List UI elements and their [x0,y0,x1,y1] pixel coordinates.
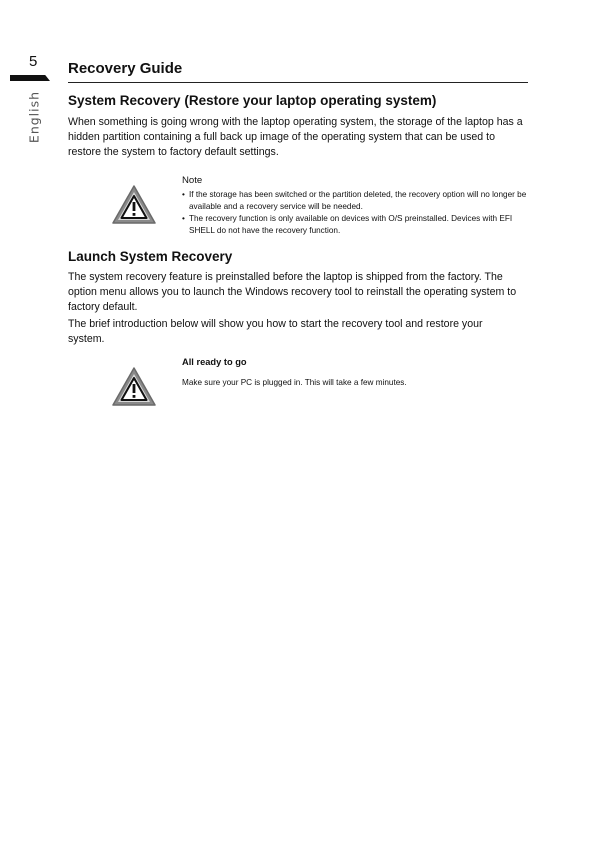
note-item: • If the storage has been switched or the partition deleted, the recovery option will no longer be available and a recovery service will be needed. [182,189,532,213]
warning-icon [111,366,157,408]
ready-text-block [182,356,532,389]
note-label: Note [182,175,203,186]
warning-icon [111,184,157,226]
note-list [182,189,532,237]
ready-text: Make sure your PC is plugged in. This will take a few minutes. [182,378,407,387]
page-number: 5 [29,53,38,70]
system-recovery-paragraph: When something is going wrong with the laptop operating system, the storage of the laptop has a hidden partition containing a full back up image of the operating system that can be used to restore the system to factory default settings. [68,116,523,158]
note-item: • The recovery function is only available on devices with O/S preinstalled. Devices with EFI SHELL do not have the recovery function. [182,213,532,237]
ready-title: All ready to go [182,357,247,367]
guide-title: Recovery Guide [68,60,528,83]
page-tab-marker [10,75,50,81]
note-text [182,174,532,237]
launch-paragraph-2: The brief introduction below will show you how to start the recovery tool and restore your system. [68,318,483,345]
launch-paragraph-1: The system recovery feature is preinstalled before the laptop is shipped from the factory. The option menu allows you to launch the Windows recovery tool to reinstall the operating system to factory default. [68,271,517,313]
language-label: English [26,90,42,144]
system-recovery-heading: System Recovery (Restore your laptop operating system) [68,93,437,108]
note-block [68,174,528,236]
ready-block [68,356,528,418]
main-content [68,60,528,418]
launch-heading: Launch System Recovery [68,249,233,264]
